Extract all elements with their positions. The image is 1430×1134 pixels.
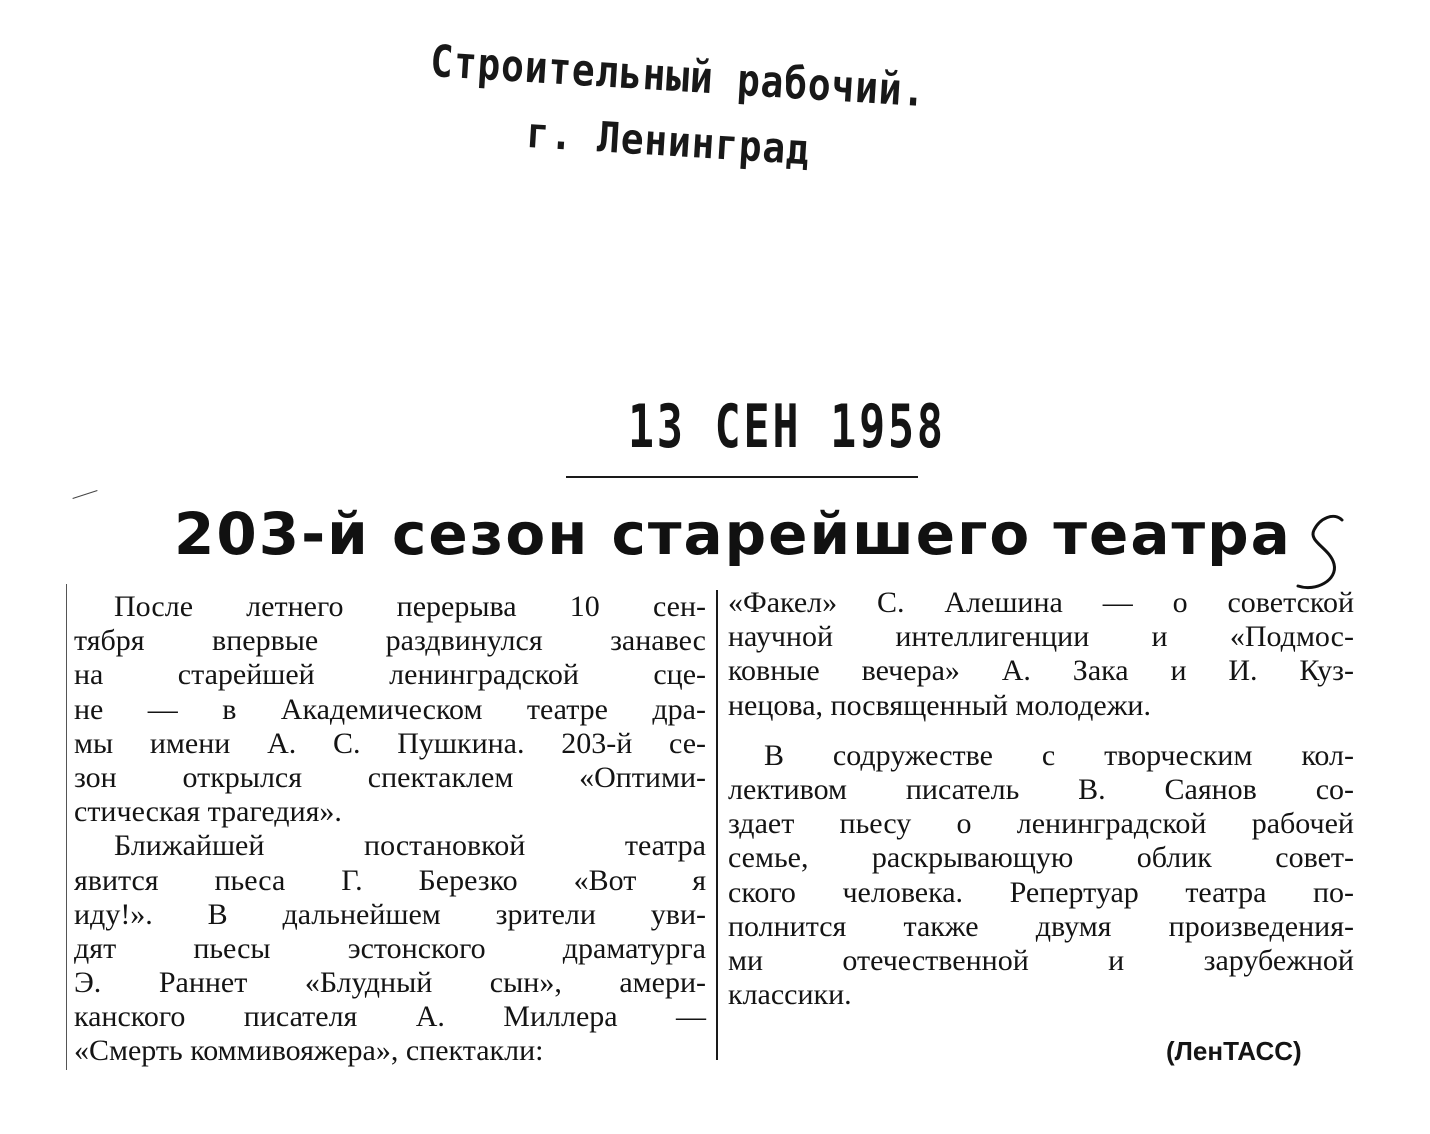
article-line: полнится также двумя произведения-	[728, 909, 1354, 943]
article-line: Ближайшей постановкой театра	[114, 829, 706, 863]
article-line: классики.	[728, 978, 852, 1012]
article-line: иду!». В дальнейшем зрители уви-	[74, 897, 706, 931]
article-line: тября впервые раздвинулся занавес	[74, 624, 706, 658]
article-line: мы имени А. С. Пушкина. 203-й се-	[74, 726, 706, 760]
newspaper-stamp: Строительный рабочий.	[428, 36, 928, 118]
article-line: на старейшей ленинградской сце-	[74, 658, 706, 692]
city-stamp: г. Ленинград	[525, 108, 812, 175]
article-line: семье, раскрывающую облик совет-	[728, 841, 1354, 875]
article-line: не — в Академическом театре дра-	[74, 692, 706, 726]
article-line: стическая трагедия».	[74, 795, 342, 829]
article-line: После летнего перерыва 10 сен-	[114, 590, 706, 623]
article-line: явится пьеса Г. Березко «Вот я	[74, 863, 706, 897]
article-line: дят пьесы эстонского драматурга	[74, 931, 706, 965]
article-line: ковные вечера» А. Зака и И. Куз-	[728, 654, 1354, 688]
paragraph-gap	[728, 723, 1354, 739]
article-line: зон открылся спектаклем «Оптими-	[74, 760, 706, 794]
article-line: «Смерть коммивояжера», спектакли:	[74, 1034, 544, 1068]
article-line: В содружестве с творческим кол-	[764, 738, 1354, 772]
article-line: здает пьесу о ленинградской рабочей	[728, 807, 1354, 841]
page-number-mark	[1290, 508, 1350, 598]
article-line: лективом писатель В. Саянов со-	[728, 772, 1354, 806]
article-headline: 203-й сезон старейшего театра	[174, 500, 1292, 568]
article-line: нецова, посвященный молодежи.	[728, 688, 1151, 722]
article-line: ми отечественной и зарубежной	[728, 943, 1354, 977]
article-line: Э. Раннет «Блудный сын», амери-	[74, 966, 706, 1000]
column-edge	[66, 584, 67, 1070]
date-stamp: 13 СЕН 1958	[628, 392, 946, 462]
headline-rule	[566, 476, 918, 478]
corner-mark	[72, 490, 97, 499]
article-left-column	[74, 590, 706, 1069]
article-right-column	[728, 586, 1354, 1012]
news-agency-credit: (ЛенТАСС)	[1166, 1036, 1302, 1066]
article-line: научной интеллигенции и «Подмос-	[728, 620, 1354, 654]
article-line: канского писателя А. Миллера —	[74, 1000, 706, 1034]
article-line: ского человека. Репертуар театра по-	[728, 875, 1354, 909]
article-line: «Факел» С. Алешина — о советской	[728, 586, 1354, 619]
column-divider	[716, 590, 718, 1060]
